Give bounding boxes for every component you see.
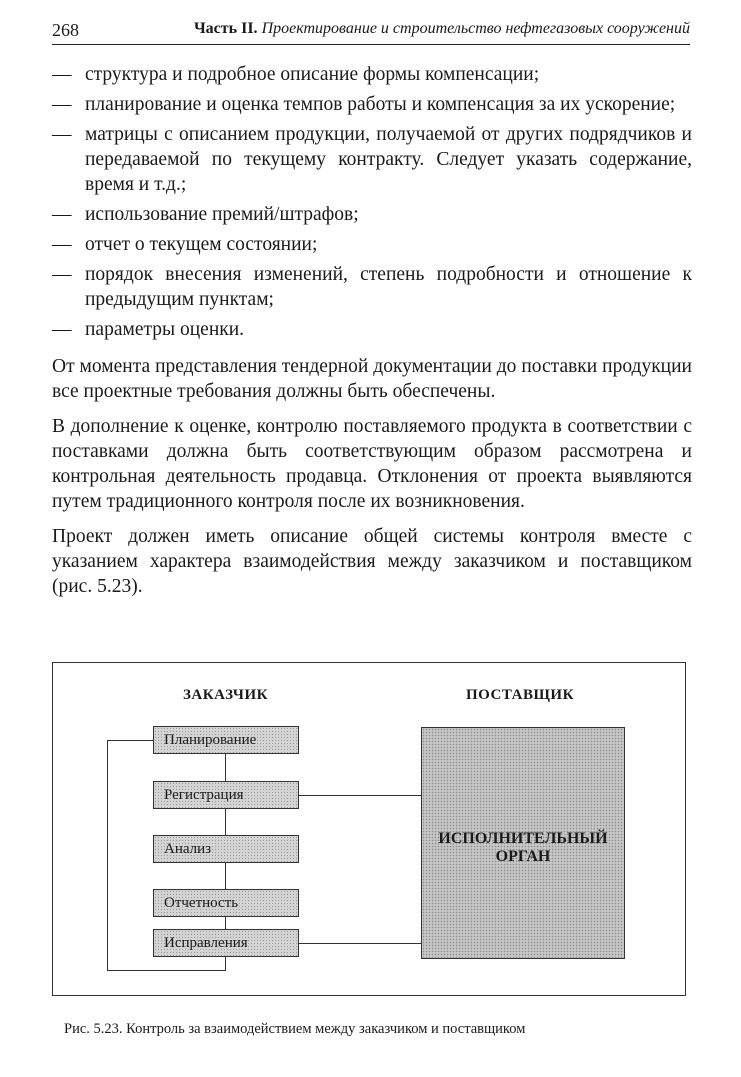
corrections-box: Исправления [153,929,299,957]
chapter-title: Проектирование и строительство нефтегазовых сооружений [261,20,690,37]
list-item: — отчет о текущем состоянии; [52,234,318,255]
reporting-box: Отчетность [153,889,299,917]
list-item-text: использование премий/штрафов; [85,204,359,225]
list-item-text: порядок внесения изменений, степень подробности и отношение к предыдущим пунктам; [85,264,692,310]
list-item: — параметры оценки. [52,319,245,340]
list-item-text: планирование и оценка темпов работы и компенсация за их ускорение; [85,94,676,115]
list-item-text: параметры оценки. [85,319,245,340]
list-item-text: отчет о текущем состоянии; [85,234,318,255]
page-number: 268 [52,20,79,40]
list-item: — планирование и оценка темпов работы и компенсация за их ускорение; [52,94,676,115]
connector-line [299,943,421,944]
paragraph: Проект должен иметь описание общей системы контроля вместе с указанием характера взаимодействия между заказчиком и поставщиком (рис. 5.23). [52,526,692,597]
list-item: — порядок внесения изменений, степень подробности и отношение к предыдущим пунктам; [52,264,692,310]
bullet-list [52,62,692,342]
list-item-text: структура и подробное описание формы компенсации; [85,64,540,85]
figure-caption: Рис. 5.23. Контроль за взаимодействием между заказчиком и поставщиком [64,1021,526,1037]
list-item: — структура и подробное описание формы компенсации; [52,64,540,85]
connector-line [107,970,226,971]
page-body [52,62,692,599]
list-item-text: матрицы с описанием продукции, получаемой от других подрядчиков и передаваемой по текущему контракту. Следует указать содержание, время и т.д.; [85,124,692,195]
executive-organ-box [421,727,625,959]
connector-line [225,957,226,971]
planning-box: Планирование [153,726,299,754]
registration-box: Регистрация [153,781,299,809]
supplier-title: ПОСТАВЩИК [466,687,574,703]
connector-line [299,795,421,796]
list-item: — использование премий/штрафов; [52,204,359,225]
list-item: — матрицы с описанием продукции, получаемой от других подрядчиков и передаваемой по текущему контракту. Следует указать содержание, время и т.д.; [52,124,692,195]
page-header [52,14,690,45]
connector-line [107,740,108,970]
analysis-box: Анализ [153,835,299,863]
connector-line [107,740,153,741]
figure-diagram [52,662,686,996]
paragraph: От момента представления тендерной документации до поставки продукции все проектные требования должны быть обеспечены. [52,356,692,402]
organ-label-line2: ОРГАН [495,848,551,865]
paragraph: В дополнение к оценке, контролю поставляемого продукта в соответствии с поставками должна быть соответствующим образом рассмотрена и контрольная деятельность продавца. Отклонения от проекта выявляются путем традиционного контроля после их возникновения. [52,416,692,512]
organ-label-line1: ИСПОЛНИТЕЛЬНЫЙ [438,830,608,847]
customer-title: ЗАКАЗЧИК [183,687,268,703]
running-head [194,20,690,38]
part-label: Часть II. [193,20,258,37]
